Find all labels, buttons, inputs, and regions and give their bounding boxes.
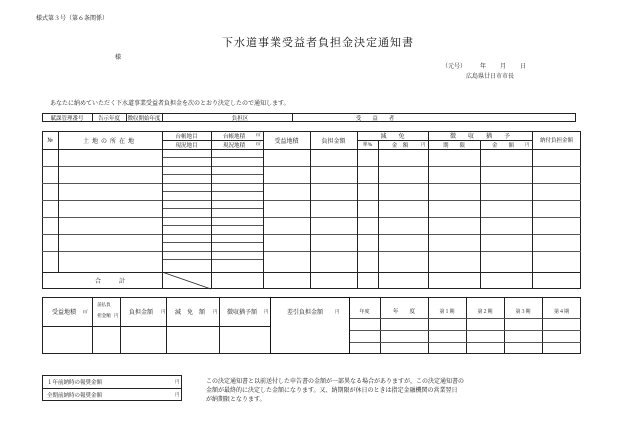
year-label: 年 度 (392, 309, 415, 315)
fiscal-year-label: 年度 (359, 308, 370, 315)
issuer: 広島県廿日市市長 (466, 73, 515, 80)
net-charge-yen: 円 (335, 310, 340, 315)
issue-day: 日 (520, 63, 527, 70)
charge-amount-label: 負担金額 (321, 137, 346, 145)
summary-deferral-yen: 円 (264, 310, 269, 315)
footer-note-line-3: が納期限となります。 (206, 396, 266, 403)
installment-3-label: 第３期 (515, 308, 531, 315)
benefit-area-label: 受益地積 (274, 137, 299, 145)
summary-benefit-area-label: 受益地積 (51, 308, 76, 316)
issue-month: 月 (500, 63, 507, 70)
rate-label: 率% (362, 142, 373, 148)
summary-deferral-label: 徴収猶予額 (226, 308, 257, 316)
exemption-yen: 円 (421, 143, 426, 148)
ledger-category-label: 台帳地目 (175, 133, 198, 140)
summary-exemption-label: 減 免 額 (174, 308, 205, 316)
exemption-amount-label: 金 額 (391, 142, 409, 149)
notice-year-label: 告示年度 (97, 115, 120, 122)
summary-area-unit: ㎡ (83, 310, 88, 315)
summary-exemption-yen: 円 (213, 310, 218, 315)
page-title: 下水道事業受益者負担金決定通知書 (222, 36, 414, 49)
total-label: 合 計 (94, 278, 125, 285)
form-number: 様式第３号（第６条関係） (36, 15, 109, 22)
installment-2-label: 第２期 (477, 308, 493, 315)
deferral-label: 徴 収 猶 予 (449, 133, 510, 140)
summary-charge-yen: 円 (161, 310, 166, 315)
deferral-amount-label: 金 額 (491, 142, 514, 149)
no-label: № (47, 136, 53, 144)
ledger-area-unit: ㎡ (256, 133, 261, 138)
issue-era: （元号） (442, 63, 467, 70)
current-area-unit: ㎡ (256, 142, 261, 147)
current-category-label: 現況地目 (175, 142, 198, 149)
current-area-label: 現況地積 (222, 142, 245, 149)
footer-note-line-1: この決定通知書と以前送付した申告書の金額が一部異なる場合がありますが，この決定通知書の (206, 378, 465, 385)
prepay-one-year-yen: 円 (175, 380, 180, 385)
deferral-yen: 円 (525, 143, 530, 148)
addressee-suffix: 様 (115, 54, 122, 61)
prepay-full-label: 全期前納時の報奨金額 (47, 392, 103, 399)
main-table (42, 131, 581, 289)
prepay-full-yen: 円 (175, 393, 180, 398)
zone-label: 負担区 (231, 115, 249, 122)
prior-charge-label-2: 担金額 (97, 314, 111, 319)
tax-id-label: 賦課管理番号 (50, 115, 84, 122)
total-diagonal-slash (162, 272, 263, 289)
footer-note-line-2: 金額が最終的に決定した金額になります。又、納期限が休日のときは指定金融機関の営業翌日 (206, 387, 458, 394)
payable-label: 納付負担金額 (539, 138, 573, 144)
start-year-label: 徴収開始年度 (127, 115, 161, 122)
intro-text: あなたに納めていただく下水道事業受益者負担金を次のとおり決定したので通知します。 (50, 100, 290, 107)
prior-charge-yen: 円 (114, 314, 119, 319)
deferral-period-label: 期 限 (442, 142, 465, 149)
exemption-label: 減 免 (380, 133, 405, 140)
issue-year: 年 (480, 63, 487, 70)
summary-charge-amount-label: 負担金額 (128, 308, 153, 316)
location-label: 土地の所在地 (82, 137, 137, 145)
prior-charge-label-1: 前払負 (97, 303, 111, 308)
installment-1-label: 第１期 (439, 308, 455, 315)
ledger-area-label: 台帳地積 (222, 133, 245, 140)
net-charge-label: 差引負担金額 (286, 308, 323, 316)
installment-4-label: 第４期 (553, 308, 569, 315)
beneficiary-label: 受 益 者 (355, 115, 395, 122)
prepay-one-year-label: １年前納時の報奨金額 (47, 379, 103, 386)
